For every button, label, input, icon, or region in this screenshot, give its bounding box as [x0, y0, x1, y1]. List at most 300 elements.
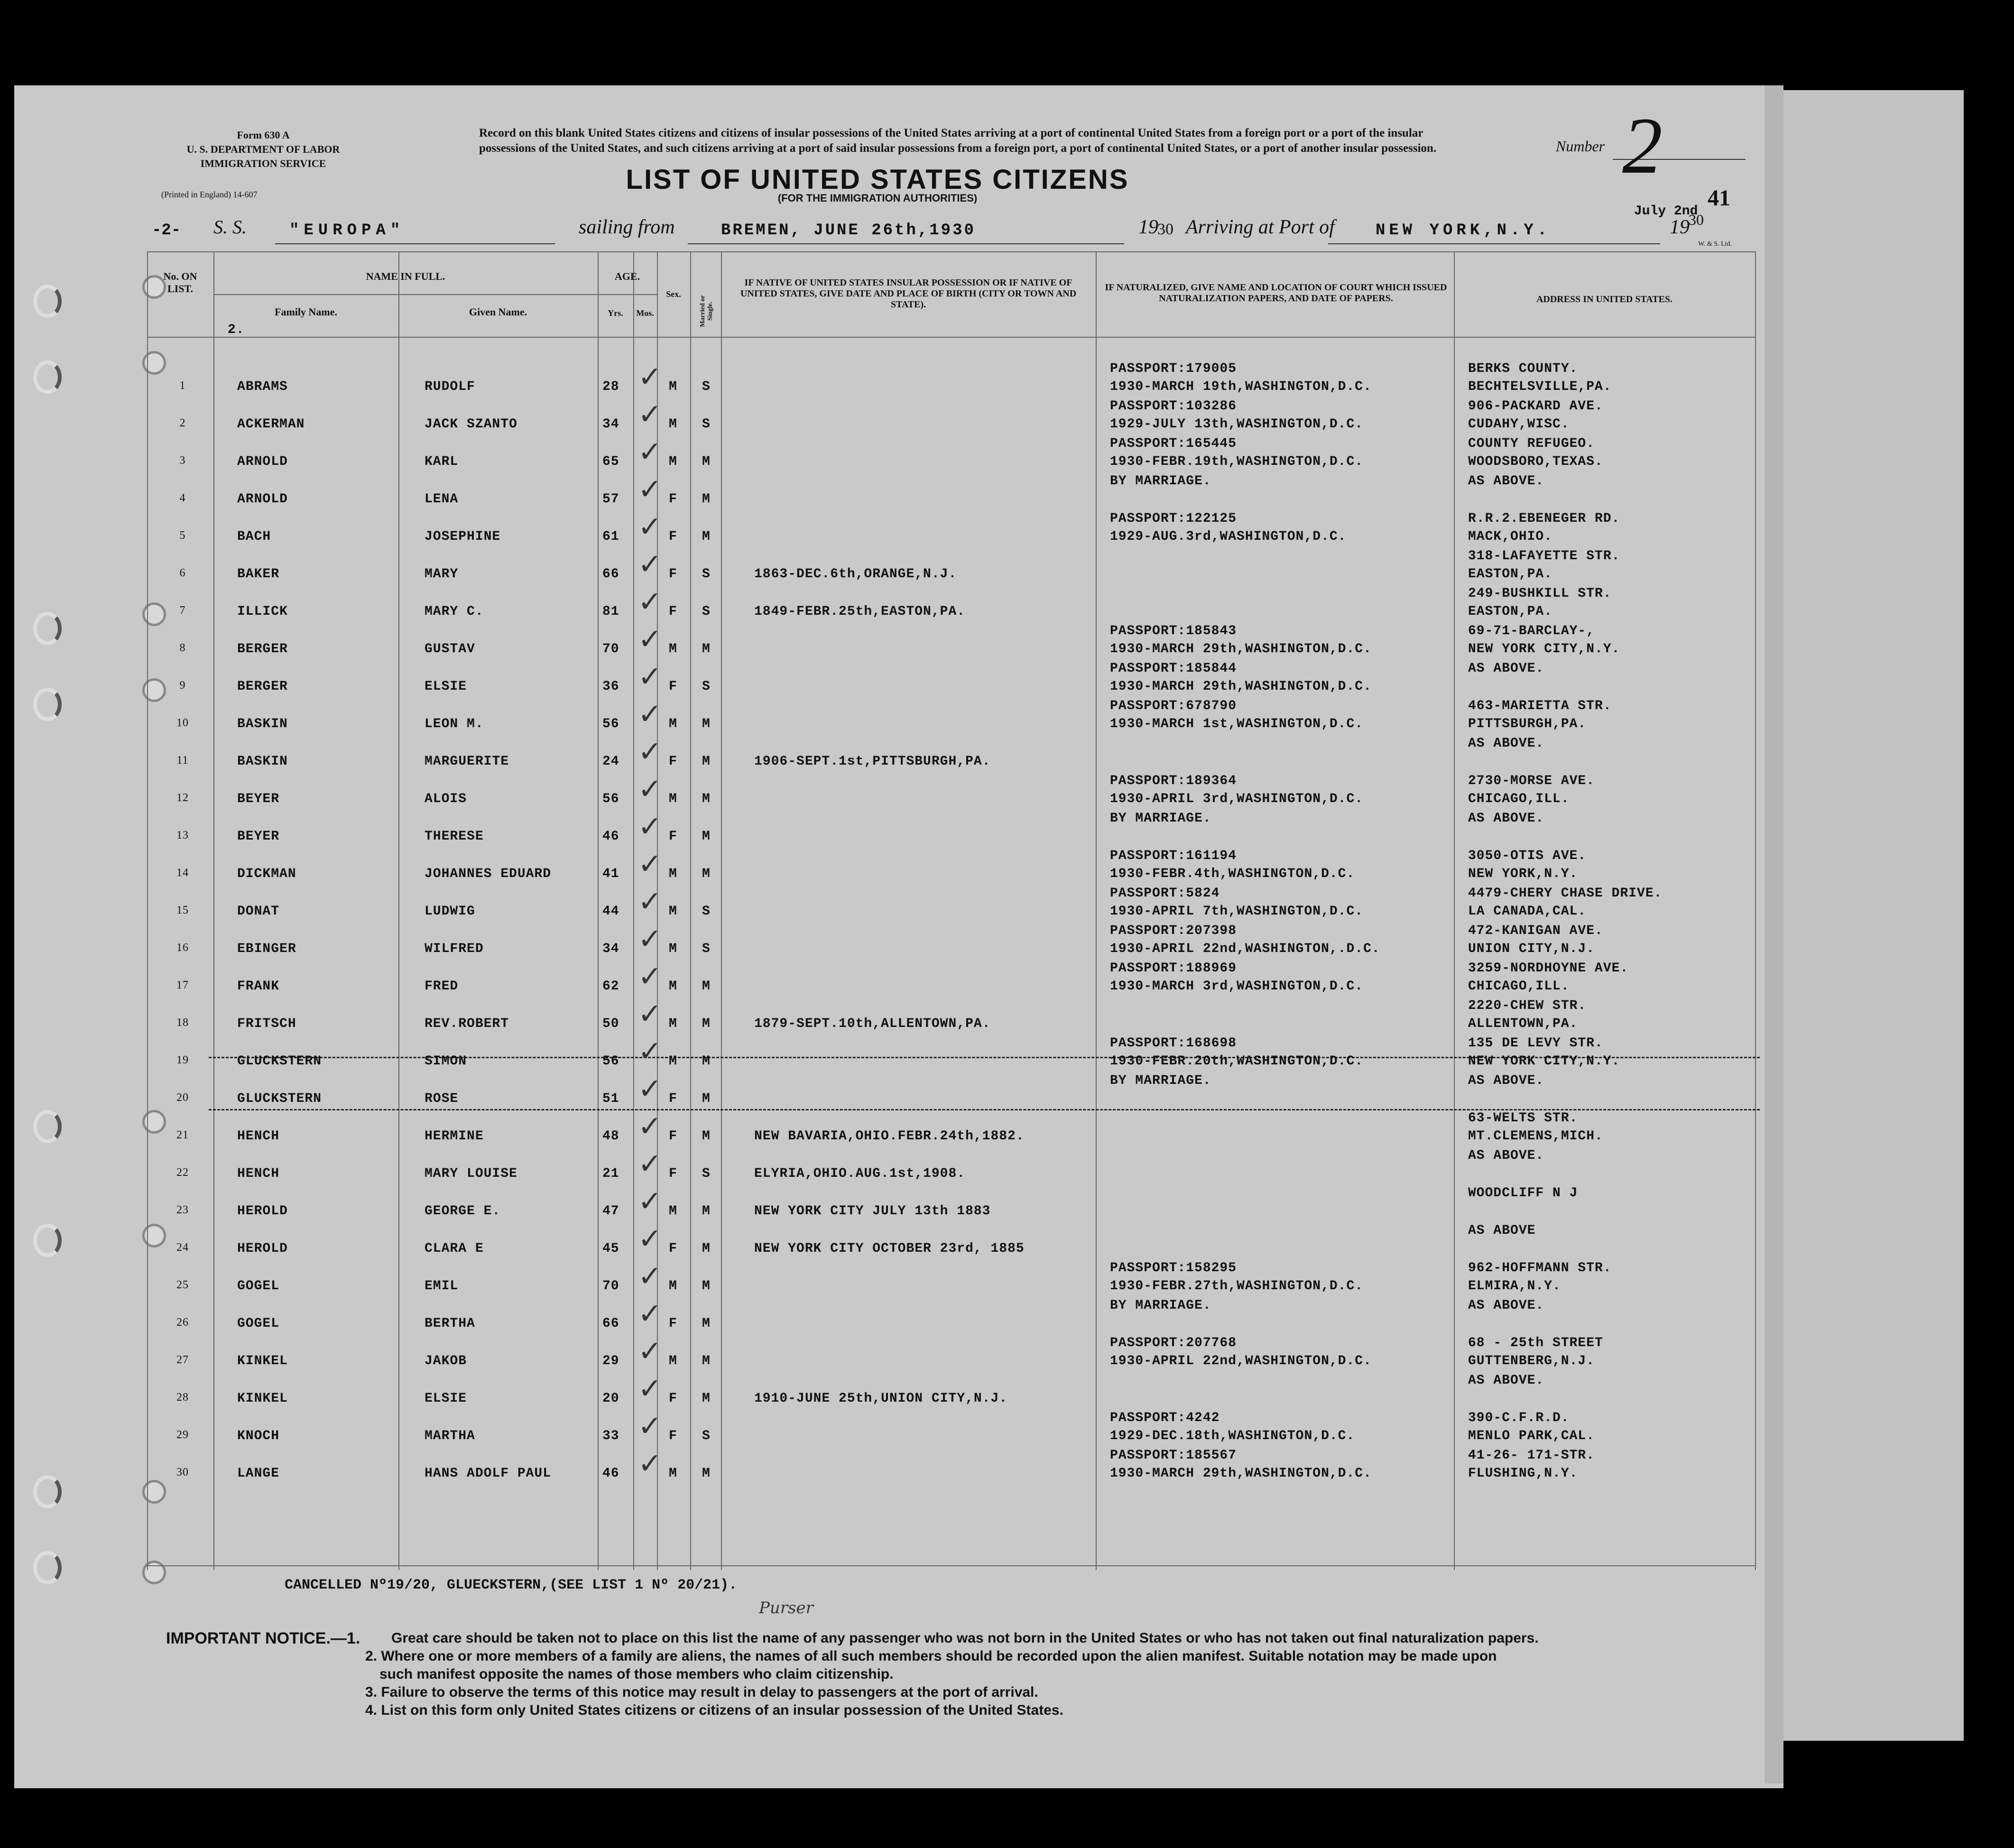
address-line-1: 69-71-BARCLAY-, — [1468, 624, 1595, 638]
check-mark-icon: ✓ — [638, 1335, 662, 1368]
naturalization-line-1: PASSPORT:678790 — [1110, 699, 1237, 713]
row-number: 7 — [179, 604, 186, 617]
married-single: S — [702, 942, 711, 956]
age: 50 — [602, 1016, 619, 1031]
check-mark-icon: ✓ — [638, 848, 662, 881]
age: 34 — [602, 417, 619, 432]
given-name: MARTHA — [425, 1429, 475, 1443]
voyage-line — [152, 204, 1750, 249]
married-single: M — [702, 792, 711, 806]
sex: F — [669, 567, 677, 582]
address-line-2: WOODSBORO,TEXAS. — [1468, 454, 1603, 469]
sex: F — [669, 1166, 677, 1181]
family-name: GLUCKSTERN — [237, 1054, 322, 1069]
age: 66 — [602, 1316, 619, 1331]
married-single: S — [702, 1429, 711, 1443]
sex: M — [669, 454, 677, 469]
family-name: HEROLD — [237, 1241, 288, 1256]
address-line-2: CHICAGO,ILL. — [1468, 979, 1570, 994]
family-name: FRITSCH — [237, 1016, 296, 1031]
address-line-1: AS ABOVE. — [1468, 1148, 1544, 1163]
married-single: M — [702, 1316, 711, 1331]
age: 45 — [602, 1241, 619, 1256]
col-rule — [213, 251, 214, 1570]
row-number: 16 — [176, 942, 189, 954]
ship-underline — [275, 243, 555, 244]
age: 65 — [602, 454, 619, 469]
given-name: JOSEPHINE — [425, 529, 501, 544]
given-name: GEORGE E. — [425, 1204, 501, 1219]
birth-details: ELYRIA,OHIO.AUG.1st,1908. — [754, 1166, 966, 1181]
naturalization-line-1: PASSPORT:185843 — [1110, 624, 1237, 638]
married-single: M — [702, 829, 711, 844]
cancel-strike-row-20 — [209, 1109, 1760, 1110]
family-name: BEYER — [237, 829, 280, 844]
check-mark-icon: ✓ — [638, 998, 662, 1031]
family-name: LANGE — [237, 1466, 280, 1481]
family-name: GLUCKSTERN — [237, 1091, 322, 1106]
row-number: 2 — [179, 417, 186, 429]
col-rule — [721, 251, 722, 1570]
year-suffix: 30 — [1157, 221, 1173, 238]
married-single: M — [702, 1129, 711, 1144]
married-single: S — [702, 679, 711, 694]
address-line-1: 4479-CHERY CHASE DRIVE. — [1468, 886, 1663, 901]
address-line-2: BECHTELSVILLE,PA. — [1468, 379, 1612, 394]
age: 36 — [602, 679, 619, 694]
sex: F — [669, 604, 677, 619]
list-marker: 2. — [228, 323, 245, 337]
col-rule — [1454, 251, 1455, 1570]
row-number: 18 — [176, 1016, 189, 1029]
family-name: GOGEL — [237, 1279, 280, 1294]
family-name: ILLICK — [237, 604, 288, 619]
address-line-1: AS ABOVE. — [1468, 736, 1544, 751]
address-line-1: AS ABOVE. — [1468, 474, 1544, 489]
cancellation-note: CANCELLED Nº19/20, GLUECKSTERN,(SEE LIST 1 Nº 20/21). — [285, 1577, 738, 1593]
age: 41 — [602, 867, 619, 881]
sex: M — [669, 417, 677, 432]
header-months: Mos. — [636, 308, 654, 318]
age: 29 — [602, 1354, 619, 1368]
check-mark-icon: ✓ — [638, 1410, 662, 1443]
given-name: MARGUERITE — [425, 754, 509, 769]
given-name: ELSIE — [425, 679, 467, 694]
header-native: IF NATIVE OF UNITED STATES INSULAR POSSESSION OR IF NATIVE OF UNITED STATES, GIVE DATE AND PLACE OF BIRTH (CITY OR TOWN AND STATE). — [740, 277, 1077, 310]
family-name: HENCH — [237, 1129, 280, 1144]
sex: F — [669, 679, 677, 694]
sailing-label: sailing from — [579, 216, 675, 238]
header-bottom-rule — [147, 337, 1755, 338]
age: 61 — [602, 529, 619, 544]
binder-ring — [33, 1224, 62, 1257]
address-line-1: AS ABOVE. — [1468, 1373, 1544, 1388]
punch-hole — [142, 1480, 166, 1504]
married-single: M — [702, 492, 711, 507]
given-name: THERESE — [425, 829, 484, 844]
age: 51 — [602, 1091, 619, 1106]
married-single: M — [702, 979, 711, 994]
naturalization-line-2: 1930-MARCH 1st,WASHINGTON,D.C. — [1110, 717, 1364, 731]
notice-item-2b: such manifest opposite the names of those members who claim citizenship. — [379, 1666, 894, 1682]
arrival-year-suffix: 30 — [1689, 211, 1704, 228]
binder-ring — [33, 1475, 62, 1508]
age: 46 — [602, 829, 619, 844]
header-no-on-list: No. ON LIST. — [163, 270, 197, 295]
binder-tab-strip — [1783, 90, 1964, 1741]
family-name: EBINGER — [237, 942, 296, 956]
purser-signature: Purser — [759, 1599, 813, 1617]
row-number: 9 — [179, 679, 186, 692]
address-line-1: 472-KANIGAN AVE. — [1468, 924, 1603, 938]
given-name: FRED — [425, 979, 459, 994]
arrival-date: July 2nd — [1634, 204, 1698, 219]
naturalization-line-1: BY MARRIAGE. — [1110, 1298, 1211, 1313]
naturalization-line-2: 1930-FEBR.4th,WASHINGTON,D.C. — [1110, 867, 1355, 881]
binder-ring — [33, 360, 62, 394]
check-mark-icon: ✓ — [638, 1185, 662, 1218]
married-single: M — [702, 754, 711, 769]
family-name: BEYER — [237, 792, 280, 806]
given-name: KARL — [425, 454, 459, 469]
page-subtitle: (FOR THE IMMIGRATION AUTHORITIES) — [777, 192, 978, 204]
given-name: HERMINE — [425, 1129, 484, 1144]
age: 21 — [602, 1166, 619, 1181]
family-name: ARNOLD — [237, 492, 288, 507]
sex: M — [669, 717, 677, 731]
sex: F — [669, 1091, 677, 1106]
given-name: MARY C. — [425, 604, 484, 619]
given-name: MARY — [425, 567, 459, 582]
birth-details: 1879-SEPT.10th,ALLENTOWN,PA. — [754, 1016, 991, 1031]
header-family-name: Family Name. — [275, 306, 337, 318]
naturalization-line-2: 1930-MARCH 29th,WASHINGTON,D.C. — [1110, 679, 1372, 694]
address-line-2: MT.CLEMENS,MICH. — [1468, 1129, 1603, 1144]
address-line-1: 906-PACKARD AVE. — [1468, 399, 1603, 414]
age: 70 — [602, 1279, 619, 1294]
address-line-2: PITTSBURGH,PA. — [1468, 717, 1587, 731]
sex: M — [669, 904, 677, 919]
birth-details: NEW YORK CITY OCTOBER 23rd, 1885 — [754, 1241, 1025, 1256]
naturalization-line-1: PASSPORT:207398 — [1110, 924, 1237, 938]
row-number: 28 — [176, 1391, 189, 1404]
check-mark-icon: ✓ — [638, 698, 662, 731]
address-line-2: CHICAGO,ILL. — [1468, 792, 1570, 806]
table-bottom-rule — [147, 1565, 1755, 1566]
address-line-1: 63-WELTS STR. — [1468, 1111, 1578, 1126]
address-line-2: CUDAHY,WISC. — [1468, 417, 1570, 432]
family-name: DICKMAN — [237, 867, 296, 881]
address-line-1: 3259-NORDHOYNE AVE. — [1468, 961, 1629, 976]
check-mark-icon: ✓ — [638, 923, 662, 956]
married-single: M — [702, 529, 711, 544]
naturalization-line-2: 1930-APRIL 7th,WASHINGTON,D.C. — [1110, 904, 1364, 919]
age: 44 — [602, 904, 619, 919]
row-number: 19 — [176, 1054, 189, 1066]
row-number: 12 — [176, 792, 189, 804]
married-single: M — [702, 1466, 711, 1481]
row-number: 3 — [179, 454, 186, 467]
address-line-2: GUTTENBERG,N.J. — [1468, 1354, 1595, 1368]
header-address: ADDRESS IN UNITED STATES. — [1536, 294, 1673, 305]
check-mark-icon: ✓ — [638, 1260, 662, 1293]
naturalization-line-1: PASSPORT:185844 — [1110, 661, 1237, 676]
age: 48 — [602, 1129, 619, 1144]
birth-details: 1906-SEPT.1st,PITTSBURGH,PA. — [754, 754, 991, 769]
given-name: ELSIE — [425, 1391, 467, 1406]
sex: F — [669, 829, 677, 844]
family-name: BASKIN — [237, 717, 288, 731]
sex: M — [669, 1204, 677, 1219]
naturalization-line-2: 1930-FEBR.19th,WASHINGTON,D.C. — [1110, 454, 1364, 469]
address-line-1: 2220-CHEW STR. — [1468, 998, 1587, 1013]
address-line-2: LA CANADA,CAL. — [1468, 904, 1587, 919]
naturalization-line-2: 1929-DEC.18th,WASHINGTON,D.C. — [1110, 1429, 1355, 1443]
check-mark-icon: ✓ — [638, 398, 662, 431]
married-single: S — [702, 1166, 711, 1181]
address-line-1: 135 DE LEVY STR. — [1468, 1036, 1603, 1051]
sex: M — [669, 1466, 677, 1481]
check-mark-icon: ✓ — [638, 1222, 662, 1256]
naturalization-line-1: PASSPORT:158295 — [1110, 1261, 1237, 1275]
sex: F — [669, 1241, 677, 1256]
col-rule — [147, 251, 148, 1570]
row-number: 14 — [176, 867, 189, 879]
age: 28 — [602, 379, 619, 394]
address-line-1: WOODCLIFF N J — [1468, 1186, 1578, 1201]
naturalization-line-2: 1930-APRIL 22nd,WASHINGTON,D.C. — [1110, 1354, 1372, 1368]
address-line-1: COUNTY REFUGEO. — [1468, 436, 1595, 451]
year-prefix: 19 — [1138, 216, 1158, 238]
row-number: 24 — [176, 1241, 189, 1254]
address-line-1: 962-HOFFMANN STR. — [1468, 1261, 1612, 1275]
naturalization-line-2: 1930-MARCH 3rd,WASHINGTON,D.C. — [1110, 979, 1364, 994]
punch-hole — [142, 1561, 166, 1584]
notice-heading: IMPORTANT NOTICE.—1. — [166, 1629, 360, 1647]
sheet-edge — [1765, 85, 1783, 1783]
address-line-1: R.R.2.EBENEGER RD. — [1468, 511, 1620, 526]
address-line-2: ELMIRA,N.Y. — [1468, 1279, 1561, 1294]
sex: F — [669, 492, 677, 507]
sex: M — [669, 942, 677, 956]
given-name: GUSTAV — [425, 642, 475, 656]
binder-ring — [33, 1110, 62, 1143]
age: 56 — [602, 717, 619, 731]
header-given-name: Given Name. — [469, 306, 527, 318]
check-mark-icon: ✓ — [638, 473, 662, 506]
given-name: MARY LOUISE — [425, 1166, 517, 1181]
given-name: RUDOLF — [425, 379, 475, 394]
address-line-1: 3050-OTIS AVE. — [1468, 849, 1587, 863]
address-line-2: ALLENTOWN,PA. — [1468, 1016, 1578, 1031]
naturalization-line-1: BY MARRIAGE. — [1110, 474, 1211, 489]
address-line-1: 2730-MORSE AVE. — [1468, 774, 1595, 788]
address-line-1: 318-LAFAYETTE STR. — [1468, 549, 1620, 564]
row-number: 21 — [176, 1129, 189, 1141]
married-single: M — [702, 1054, 711, 1069]
age: 62 — [602, 979, 619, 994]
address-line-1: 463-MARIETTA STR. — [1468, 699, 1612, 713]
birth-details: NEW YORK CITY JULY 13th 1883 — [754, 1204, 991, 1219]
sailing-value: BREMEN, JUNE 26th,1930 — [721, 222, 976, 240]
row-number: 26 — [176, 1316, 189, 1329]
family-name: DONAT — [237, 904, 280, 919]
check-mark-icon: ✓ — [638, 1297, 662, 1331]
family-name: BASKIN — [237, 754, 288, 769]
married-single: M — [702, 1241, 711, 1256]
birth-details: 1863-DEC.6th,ORANGE,N.J. — [754, 567, 957, 582]
family-name: ABRAMS — [237, 379, 288, 394]
notice-item-3: 3. Failure to observe the terms of this notice may result in delay to passengers at the port of arrival. — [365, 1684, 1038, 1700]
row-number: 8 — [179, 642, 186, 654]
header-name-in-full: NAME IN FULL. — [366, 270, 445, 282]
row-number: 17 — [176, 979, 189, 991]
address-line-1: 41-26- 171-STR. — [1468, 1448, 1595, 1463]
address-line-2: EASTON,PA. — [1468, 604, 1553, 619]
married-single: S — [702, 904, 711, 919]
age: 70 — [602, 642, 619, 656]
sex: F — [669, 1429, 677, 1443]
naturalization-line-1: PASSPORT:179005 — [1110, 361, 1237, 376]
header-married-single: Married or Single. — [699, 295, 714, 327]
age: 81 — [602, 604, 619, 619]
given-name: SIMON — [425, 1054, 467, 1069]
printed-note: (Printed in England) 14-607 — [161, 190, 258, 199]
notice-item-2a: 2. Where one or more members of a family are aliens, the names of all such members should be recorded upon the alien manifest. Suitable notation may be made upon — [365, 1648, 1497, 1664]
given-name: EMIL — [425, 1279, 459, 1294]
given-name: WILFRED — [425, 942, 484, 956]
married-single: S — [702, 604, 711, 619]
family-name: BERGER — [237, 642, 288, 656]
port-underline — [1328, 243, 1660, 244]
given-name: LENA — [425, 492, 459, 507]
given-name: JOHANNES EDUARD — [425, 867, 552, 881]
married-single: S — [702, 567, 711, 582]
naturalization-line-1: PASSPORT:189364 — [1110, 774, 1237, 788]
table-top-rule — [147, 251, 1755, 252]
naturalization-line-2: 1930-FEBR.27th,WASHINGTON,D.C. — [1110, 1279, 1364, 1294]
naturalization-line-1: PASSPORT:188969 — [1110, 961, 1237, 976]
binder-ring — [33, 285, 62, 318]
family-name: HENCH — [237, 1166, 280, 1181]
address-line-1: 68 - 25th STREET — [1468, 1336, 1603, 1350]
preamble: Record on this blank United States citizens and citizens of insular possessions of the United States arriving at a port of continental United States from a foreign port or a port of the insular possessions of the United States, and such citizens arriving at a port of said insular possessions from a foreign port, a port of continental United States, or a port of another insular possession. — [479, 127, 1437, 155]
check-mark-icon: ✓ — [638, 960, 662, 993]
age: 47 — [602, 1204, 619, 1219]
naturalization-line-1: BY MARRIAGE. — [1110, 1073, 1211, 1088]
notice-item-1: Great care should be taken not to place on this list the name of any passenger who was not born in the United States or who has not taken out final naturalization papers. — [391, 1630, 1539, 1646]
naturalization-line-2: 1930-MARCH 29th,WASHINGTON,D.C. — [1110, 642, 1372, 656]
check-mark-icon: ✓ — [638, 885, 662, 918]
naturalization-line-1: PASSPORT:103286 — [1110, 399, 1237, 414]
age: 66 — [602, 567, 619, 582]
punch-hole — [142, 351, 166, 375]
row-number: 20 — [176, 1091, 189, 1104]
family-name: HEROLD — [237, 1204, 288, 1219]
ship-name: "EUROPA" — [289, 222, 405, 240]
married-single: M — [702, 1204, 711, 1219]
check-mark-icon: ✓ — [638, 735, 662, 768]
age: 33 — [602, 1429, 619, 1443]
sex: F — [669, 1316, 677, 1331]
row-number: 15 — [176, 904, 189, 916]
married-single: M — [702, 1091, 711, 1106]
row-number: 23 — [176, 1204, 189, 1216]
family-name: GOGEL — [237, 1316, 280, 1331]
check-mark-icon: ✓ — [638, 1147, 662, 1181]
married-single: S — [702, 417, 711, 432]
name-subheader-rule — [213, 294, 633, 295]
department: U. S. DEPARTMENT OF LABOR — [186, 143, 340, 155]
naturalization-line-1: PASSPORT:207768 — [1110, 1336, 1237, 1350]
service: IMMIGRATION SERVICE — [200, 157, 326, 169]
col-rule — [598, 251, 599, 1570]
header-naturalized: IF NATURALIZED, GIVE NAME AND LOCATION OF COURT WHICH ISSUED NATURALIZATION PAPERS, AND DATE OF PAPERS. — [1105, 282, 1447, 304]
address-line-2: MENLO PARK,CAL. — [1468, 1429, 1595, 1443]
age: 46 — [602, 1466, 619, 1481]
row-number: 6 — [179, 567, 186, 579]
sex: M — [669, 979, 677, 994]
row-number: 11 — [176, 754, 189, 767]
col-rule — [690, 251, 691, 1570]
married-single: M — [702, 1391, 711, 1406]
naturalization-line-2: 1930-APRIL 3rd,WASHINGTON,D.C. — [1110, 792, 1364, 806]
sex: M — [669, 1279, 677, 1294]
given-name: ROSE — [425, 1091, 459, 1106]
binder-ring — [33, 1551, 62, 1584]
sex: M — [669, 642, 677, 656]
notice-item-4: 4. List on this form only United States citizens or citizens of an insular possession of the United States. — [365, 1702, 1063, 1718]
family-name: BACH — [237, 529, 271, 544]
naturalization-line-2: 1929-AUG.3rd,WASHINGTON,D.C. — [1110, 529, 1347, 544]
sex: F — [669, 1391, 677, 1406]
address-line-2: UNION CITY,N.J. — [1468, 942, 1595, 956]
col-rule — [1096, 251, 1097, 1570]
address-line-1: BERKS COUNTY. — [1468, 361, 1578, 376]
naturalization-line-1: PASSPORT:168698 — [1110, 1036, 1237, 1051]
address-line-2: NEW YORK CITY,N.Y. — [1468, 1054, 1620, 1069]
family-name: BAKER — [237, 567, 280, 582]
check-mark-icon: ✓ — [638, 773, 662, 806]
family-name: ACKERMAN — [237, 417, 305, 432]
sex: F — [669, 529, 677, 544]
check-mark-icon: ✓ — [638, 810, 662, 843]
row-number: 1 — [179, 379, 186, 392]
age: 24 — [602, 754, 619, 769]
married-single: M — [702, 717, 711, 731]
col-rule — [398, 251, 399, 1570]
address-line-2: EASTON,PA. — [1468, 567, 1553, 582]
age: 34 — [602, 942, 619, 956]
check-mark-icon: ✓ — [638, 510, 662, 544]
row-number: 27 — [176, 1354, 189, 1366]
form-identification — [157, 128, 370, 171]
check-mark-icon: ✓ — [638, 548, 662, 581]
naturalization-line-2: 1929-JULY 13th,WASHINGTON,D.C. — [1110, 417, 1364, 432]
married-single: M — [702, 454, 711, 469]
naturalization-line-2: 1930-MARCH 19th,WASHINGTON,D.C. — [1110, 379, 1372, 394]
port-name: NEW YORK,N.Y. — [1376, 222, 1551, 240]
row-number: 13 — [176, 829, 189, 841]
naturalization-line-1: PASSPORT:122125 — [1110, 511, 1237, 526]
check-mark-icon: ✓ — [638, 435, 662, 469]
printer-mark: W. & S. Ltd. — [1698, 240, 1732, 248]
arrival-year-prefix: 19 — [1670, 216, 1690, 238]
family-name: BERGER — [237, 679, 288, 694]
naturalization-line-1: PASSPORT:5824 — [1110, 886, 1220, 901]
col-rule — [1755, 251, 1756, 1570]
check-mark-icon: ✓ — [638, 1072, 662, 1106]
